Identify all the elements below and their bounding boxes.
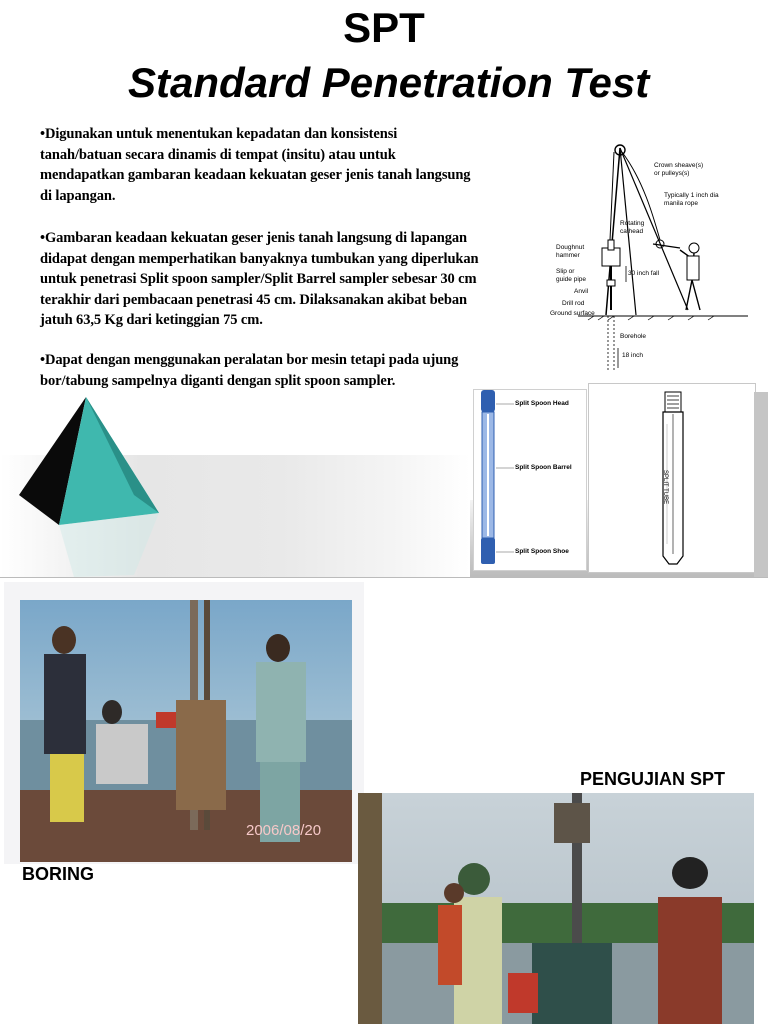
paragraph-2: •Gambaran keadaan kekuatan geser jenis tanah langsung di lapangan didapat dengan memperhatikan banyaknya tumbukan yang diperlukan untuk penetrasi Split spoon sampler/Split Barrel sampler sebesar 30 cm terakhir dari pembacaan penetrasi 45 cm. Dilaksanakan akibat beban jatuh 63,5 Kg dari ketinggian 75 cm. <box>40 230 479 328</box>
spt-test-photo <box>358 793 754 1024</box>
side-strip <box>754 392 768 577</box>
label-spoon-barrel: Split Spoon Barrel <box>515 464 572 471</box>
label-drill-rod: Drill rod <box>562 300 585 307</box>
caption-boring: BORING <box>22 864 94 884</box>
page-subtitle: Standard Penetration Test <box>128 59 650 106</box>
page-title: SPT <box>343 4 425 51</box>
split-tube-drawing <box>588 383 756 573</box>
caption-spt-test: PENGUJIAN SPT <box>580 769 726 789</box>
label-spoon-head: Split Spoon Head <box>515 400 569 407</box>
label-hammer: Doughnut hammer <box>556 244 585 259</box>
label-crown: Crown sheave(s) or pulleys(s) <box>654 162 704 177</box>
spt-rig-diagram <box>548 140 768 380</box>
label-ground: Ground surface <box>550 310 595 317</box>
label-fall: 30 inch fall <box>628 270 660 277</box>
label-spoon-shoe: Split Spoon Shoe <box>515 548 569 555</box>
label-depth: 18 inch <box>622 352 643 359</box>
label-anvil: Anvil <box>574 288 589 295</box>
label-slip: Slip or guide pipe <box>556 268 586 283</box>
photo-date-stamp: 2006/08/20 <box>246 822 322 839</box>
label-rope: Typically 1 inch dia manila rope <box>664 192 719 207</box>
split-spoon-drawing <box>474 390 586 570</box>
paragraph-1: •Digunakan untuk menentukan kepadatan dan konsistensi tanah/batuan secara dinamis di tempat (insitu) atau untuk mendapatkan gambaran keadaan kekuatan geser jenis tanah langsung di lapangan. <box>40 126 471 204</box>
split-tube-shape <box>589 384 755 572</box>
split-spoon-diagram <box>473 389 587 571</box>
paragraph-3: •Dapat dengan menggunakan peralatan bor mesin tetapi pada ujung bor/tabung sampelnya diganti dengan split spoon sampler. <box>40 352 459 389</box>
label-borehole: Borehole <box>620 333 647 340</box>
pyramid-graphic <box>14 395 164 580</box>
label-cathead: Rotating cathead <box>620 220 645 235</box>
label-split-tube: SPLIT TUBE <box>662 470 668 505</box>
